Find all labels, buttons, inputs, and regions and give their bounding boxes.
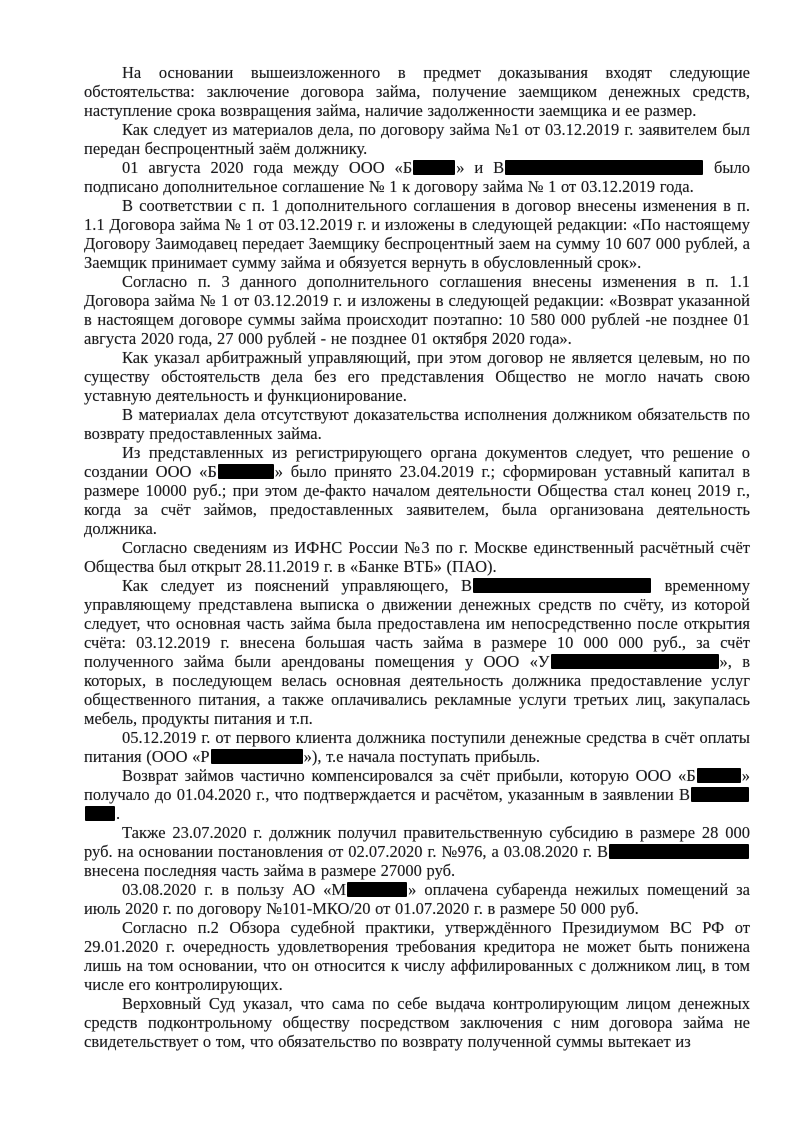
paragraph: Согласно п.2 Обзора судебной практики, утверждённого Президиумом ВС РФ от 29.01.2020 г. очередность удовлетворения требования кредитора не может быть понижена лишь на том основании, что он относится к числу аффилированных с должником лиц, в том числе его контролирующих.	[84, 918, 750, 994]
paragraph: Как указал арбитражный управляющий, при этом договор не является целевым, но по существу обстоятельств дела без его представления Общество не могло начать свою уставную деятельность и функционирование.	[84, 348, 750, 405]
paragraph: В соответствии с п. 1 дополнительного соглашения в договор внесены изменения в п. 1.1 Договора займа № 1 от 03.12.2019 г. и изложены в следующей редакции: «По настоящему Договору Заимодавец передает Заемщику беспроцентный заем на сумму 10 607 000 рублей, а Заемщик принимает сумму займа и обязуется вернуть в обусловленный срок».	[84, 196, 750, 272]
paragraph: Также 23.07.2020 г. должник получил правительственную субсидию в размере 28 000 руб. на основании постановления от 02.07.2020 г. №976, а 03.08.2020 г. В внесена последняя часть займа в размере 27000 руб.	[84, 823, 750, 880]
paragraph: 03.08.2020 г. в пользу АО «М » оплачена субаренда нежилых помещений за июль 2020 г. по договору №101-МКО/20 от 01.07.2020 г. в размере 50 000 руб.	[84, 880, 750, 918]
redaction-bar	[697, 768, 741, 783]
redaction-bar	[85, 806, 115, 821]
redaction-bar	[211, 749, 303, 764]
paragraph: Из представленных из регистрирующего органа документов следует, что решение о создании ООО «Б » было принято 23.04.2019 г.; сформирован уставный капитал в размере 10000 руб.; при этом де-факто началом деятельности Общества стал конец 2019 г., когда за счёт займов, предоставленных заявителем, была организована деятельность должника.	[84, 443, 750, 538]
paragraph: Согласно п. 3 данного дополнительного соглашения внесены изменения в п. 1.1 Договора займа № 1 от 03.12.2019 г. и изложены в следующей редакции: «Возврат указанной в настоящем договоре суммы займа происходит поэтапно: 10 580 000 рублей -не позднее 01 августа 2020 года, 27 000 рублей - не позднее 01 октября 2020 года».	[84, 272, 750, 348]
paragraph: В материалах дела отсутствуют доказательства исполнения должником обязательств по возврату предоставленных займа.	[84, 405, 750, 443]
redaction-bar	[413, 160, 455, 175]
paragraph: Согласно сведениям из ИФНС России №3 по г. Москве единственный расчётный счёт Общества был открыт 28.11.2019 г. в «Банке ВТБ» (ПАО).	[84, 538, 750, 576]
paragraph: На основании вышеизложенного в предмет доказывания входят следующие обстоятельства: заключение договора займа, получение заемщиком денежных средств, наступление срока возвращения займа, наличие задолженности заемщика и ее размер.	[84, 63, 750, 120]
paragraph: Как следует из пояснений управляющего, В временному управляющему представлена выписка о движении денежных средств по счёту, из которой следует, что основная часть займа была предоставлена им непосредственно после открытия счёта: 03.12.2019 г. внесена большая часть займа в размере 10 000 000 руб., за счёт полученного займа были арендованы помещения у ООО «У », в которых, в последующем велась основная деятельность должника предоставление услуг общественного питания, а также оплачивались рекламные услуги третьих лиц, закупалась мебель, продукты питания и т.п.	[84, 576, 750, 728]
paragraph: 01 августа 2020 года между ООО «Б » и В было подписано дополнительное соглашение № 1 к договору займа № 1 от 03.12.2019 года.	[84, 158, 750, 196]
redaction-bar	[551, 654, 719, 669]
redaction-bar	[473, 578, 651, 593]
paragraph: 05.12.2019 г. от первого клиента должника поступили денежные средства в счёт оплаты питания (ООО «Р »), т.е начала поступать прибыль.	[84, 728, 750, 766]
redaction-bar	[609, 844, 749, 859]
paragraph: Верховный Суд указал, что сама по себе выдача контролирующим лицом денежных средств подконтрольному обществу посредством заключения с ним договора займа не свидетельствует о том, что обязательство по возврату полученной суммы вытекает из	[84, 994, 750, 1051]
redaction-bar	[218, 464, 274, 479]
paragraph: Как следует из материалов дела, по договору займа №1 от 03.12.2019 г. заявителем был передан беспроцентный заём должнику.	[84, 120, 750, 158]
redaction-bar	[505, 160, 703, 175]
document-text	[84, 63, 750, 1051]
redaction-bar	[347, 882, 407, 897]
redaction-bar	[691, 787, 749, 802]
paragraph: Возврат займов частично компенсировался за счёт прибыли, которую ООО «Б » получало до 01.04.2020 г., что подтверждается и расчётом, указанным в заявлении В .	[84, 766, 750, 823]
